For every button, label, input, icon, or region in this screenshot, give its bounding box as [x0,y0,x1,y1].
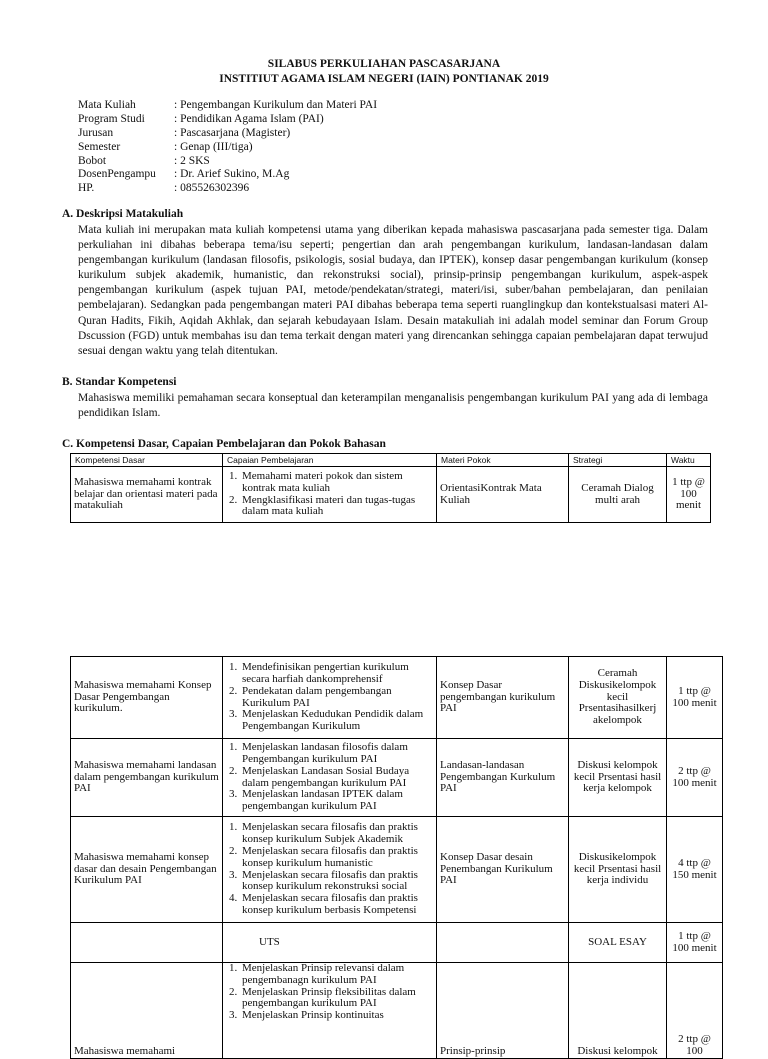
competency-table-2 [70,656,723,1059]
kd-cell: Mahasiswa memahami landasan dalam pengembangan kurikulum PAI [71,739,223,817]
section-c-heading: C. Kompetensi Dasar, Capaian Pembelajaran dan Pokok Bahasan [62,438,386,450]
cp-cell [223,739,437,817]
section-b-body: Mahasiswa memiliki pemahaman secara konseptual dan keterampilan menganalisis pengembangan kurikulum PAI yang ada di lembaga pendidikan Islam. [78,392,708,420]
info-row-program: Program Studi : Pendidikan Agama Islam (PAI) [78,112,324,125]
info-row-lecturer: DosenPengampu : Dr. Arief Sukino, M.Ag [78,168,290,181]
time-cell: 4 ttp @ 150 menit [667,817,723,923]
cp-item: 4. Menjelaskan secara filosafis dan praktis konsep kurikulum berbasis Kompetensi [240,893,433,917]
cp-item: 2. Pendekatan dalam pengembangan Kurikulum PAI [240,686,433,710]
kd-cell: Mahasiswa memahami kontrak belajar dan orientasi materi pada matakuliah [71,467,223,523]
cp-item: 3. Menjelaskan landasan IPTEK dalam pengembangan kurikulum PAI [240,789,433,813]
time-cell: 1 ttp @ 100 menit [667,467,711,523]
competency-table-1 [70,453,711,523]
strategy-cell: Diskusi kelompok kecil Prsentasi hasil kerja kelompok [569,739,667,817]
cp-cell [223,657,437,739]
info-row-credits: Bobot : 2 SKS [78,154,210,167]
cp-cell [223,467,437,523]
column-header: Kompetensi Dasar [71,454,223,467]
table-row [71,657,723,739]
time-cell: 1 ttp @ 100 menit [667,657,723,739]
info-row-semester: Semester : Genap (III/tiga) [78,140,253,153]
document-title-line-2: INSTITIUT AGAMA ISLAM NEGERI (IAIN) PONTIANAK 2019 [219,73,549,85]
cp-item: 3. Menjelaskan secara filosafis dan praktis konsep kurikulum rekonstruksi social [240,870,433,894]
table-row [71,817,723,923]
kd-cell: Mahasiswa memahami Konsep Dasar Pengembangan kurikulum. [71,657,223,739]
strategy-cell: Ceramah Dialog multi arah [569,467,667,523]
strategy-cell: Diskusikelompok kecil Prsentasi hasil kerja individu [569,817,667,923]
mp-cell: Konsep Dasar pengembangan kurikulum PAI [437,657,569,739]
cp-item: 3. Menjelaskan Kedudukan Pendidik dalam Pengembangan Kurikulum [240,709,433,733]
cp-item: 1. Mendefinisikan pengertian kurikulum secara harfiah dankomprehensif [240,662,433,686]
cp-cell [223,817,437,923]
cp-item: 2. Menjelaskan Landasan Sosial Budaya dalam pengembangan kurikulum PAI [240,766,433,790]
strategy-cell: SOAL ESAY [569,923,667,963]
info-row-department: Jurusan : Pascasarjana (Magister) [78,126,291,139]
cp-item: 1. Menjelaskan landasan filosofis dalam Pengembangan kurikulum PAI [240,742,433,766]
mp-cell: Prinsip-prinsip [437,963,569,1059]
table-row [71,963,723,1059]
table-header-row [71,454,711,467]
cp-cell: UTS [223,923,437,963]
strategy-cell: Diskusi kelompok [569,963,667,1059]
cp-item: 3. Menjelaskan Prinsip kontinuitas [240,1010,433,1022]
cp-cell [223,963,437,1059]
mp-cell: OrientasiKontrak Mata Kuliah [437,467,569,523]
table-row [71,923,723,963]
mp-cell [437,923,569,963]
cp-item: 2. Menjelaskan secara filosafis dan praktis konsep kurikulum humanistic [240,846,433,870]
course-info [78,99,377,196]
cp-item: 1. Memahami materi pokok dan sistem kontrak mata kuliah [240,471,433,495]
info-row-course: Mata Kuliah : Pengembangan Kurikulum dan Materi PAI [78,99,378,111]
section-a-body: Mata kuliah ini merupakan mata kuliah kompetensi utama yang diberikan kepada mahasiswa pascasarjana pada semester tiga. Dalam perkuliahan ini dibahas beberapa tema/isu seperti; pengertian dan arah pengembangan kurikulum, landasan-landasan dalam pengembangan kurikulum (landasan filosofis, psikologis, sosial budaya, dan IPTEK), konsep dasar pengembangan kurikulum (konsep kurikulum subjek akademik, humanistic, dan rekonstruksi social), prinsip-prinsip pengembangan kurikulum, aspek-aspek pengembangan kurikulum (aspek tujuan PAI, metode/pendekatan/strategi, materi/isi, suber/bahan pembelajaran, dan penilaian pembelajaran). Sedangkan pada pengembangan materi PAI dibahas beberapa tema seperti ruanglingkup dan kontekstualsasi materi Al-Quran Hadits, Fikih, Aqidah Akhlak, dan sejarah kebudayaan Islam. Desain matakuliah ini adalah model seminar dan Forum Group Dscussion (FGD) untuk membahas isu dan tema terkait dengan materi yang direncankan sehingga capaian pembelajaran dapat terwujud sesuai dengan waktu yang telah ditentukan. [78,224,708,357]
column-header: Waktu [667,454,711,467]
column-header: Capaian Pembelajaran [223,454,437,467]
time-cell: 2 ttp @ 100 menit [667,739,723,817]
cp-item: 1. Menjelaskan Prinsip relevansi dalam pengembanagn kurikulum PAI [240,963,433,987]
kd-cell [71,923,223,963]
mp-cell: Konsep Dasar desain Penembangan Kurikulum PAI [437,817,569,923]
strategy-cell: Ceramah Diskusikelompok kecil Prsentasihasilkerj akelompok [569,657,667,739]
mp-cell: Landasan-landasan Pengembangan Kurkulum PAI [437,739,569,817]
column-header: Materi Pokok [437,454,569,467]
kd-cell: Mahasiswa memahami konsep dasar dan desain Pengembangan Kurikulum PAI [71,817,223,923]
cp-item: 2. Mengklasifikasi materi dan tugas-tugas dalam mata kuliah [240,495,433,519]
cp-item: 2. Menjelaskan Prinsip fleksibilitas dalam pengembangan kurikulum PAI [240,987,433,1011]
table-row [71,467,711,523]
kd-cell: Mahasiswa memahami [71,963,223,1059]
column-header: Strategi [569,454,667,467]
section-b-heading: B. Standar Kompetensi [62,376,177,388]
section-a-heading: A. Deskripsi Matakuliah [62,208,184,220]
cp-item: 1. Menjelaskan secara filosafis dan praktis konsep kurikulum Subjek Akademik [240,822,433,846]
time-cell: 1 ttp @ 100 menit [667,923,723,963]
table-row [71,739,723,817]
document-title-line-1: SILABUS PERKULIAHAN PASCASARJANA [267,58,501,70]
time-cell: 2 ttp @ 100 [667,963,723,1059]
info-row-phone: HP. : 085526302396 [78,182,250,195]
